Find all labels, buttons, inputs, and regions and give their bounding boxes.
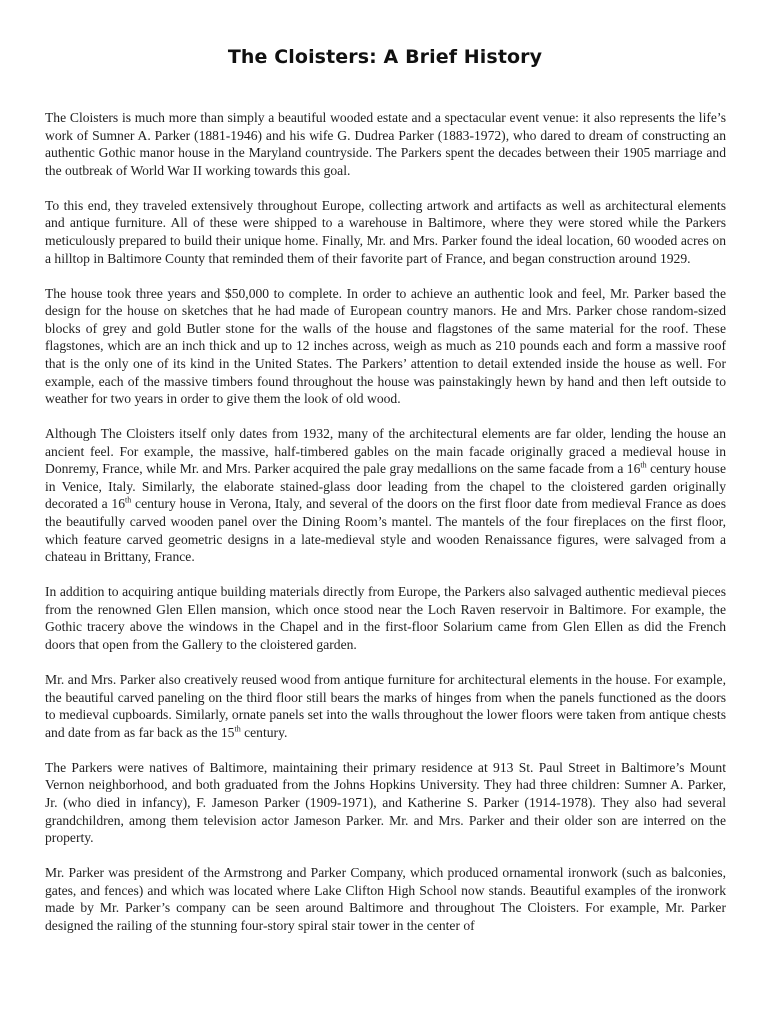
paragraph-text: century house in Venice, Italy. Similarly, the elaborate stained-glass door leading from the chapel to the cloistered garden originally decorated a 16 <box>45 461 726 512</box>
paragraph-text: In addition to acquiring antique building materials directly from Europe, the Parkers also salvaged authentic medieval pieces from the renowned Glen Ellen mansion, which once stood near the Loch Raven reservoir in Baltimore. For example, the Gothic tracery above the windows in the Chapel and in the first-floor Solarium came from Glen Ellen as did the French doors that open from the Gallery to the cloistered garden. <box>45 584 726 652</box>
body-paragraph <box>45 425 726 566</box>
body-paragraph <box>45 197 726 267</box>
ordinal-superscript: th <box>640 460 647 470</box>
paragraph-text: Although The Cloisters itself only dates from 1932, many of the architectural elements are far older, lending the house an ancient feel. For example, the massive, half-timbered gables on the main facade originally graced a medieval house in Donremy, France, while Mr. and Mrs. Parker acquired the pale gray medallions on the same facade from a 16 <box>45 426 726 477</box>
document-body <box>45 109 726 952</box>
paragraph-text: The Parkers were natives of Baltimore, maintaining their primary residence at 913 St. Paul Street in Baltimore’s Mount Vernon neighborhood, and both graduated from the Johns Hopkins University. They had three children: Sumner A. Parker, Jr. (who died in infancy), F. Jameson Parker (1909-1971), and Katherine S. Parker (1914-1978). They also had several grandchildren, among them television actor Jameson Parker. Mr. and Mrs. Parker and their older son are interred on the property. <box>45 759 726 846</box>
paragraph-text: To this end, they traveled extensively throughout Europe, collecting artwork and artifacts as well as architectural elements and antique furniture. All of these were shipped to a warehouse in Baltimore, where they were stored while the Parkers meticulously prepared to build their unique home. Finally, Mr. and Mrs. Parker found the ideal location, 60 wooded acres on a hilltop in Baltimore County that reminded them of their favorite part of France, and began construction around 1929. <box>45 197 726 266</box>
paragraph-text: Mr. and Mrs. Parker also creatively reused wood from antique furniture for architectural elements in the house. For example, the beautiful carved paneling on the third floor still bears the marks of hinges from when the panels functioned as the doors to medieval cupboards. Similarly, ornate panels set into the walls throughout the lower floors were taken from antique chests and date from as far back as the 15 <box>45 671 726 740</box>
paragraph-text: Mr. Parker was president of the Armstrong and Parker Company, which produced ornamental ironwork (such as balconies, gates, and fences) and which was located where Lake Clifton High School now stands. Beautiful examples of the ironwork made by Mr. Parker’s company can be seen around Baltimore and throughout The Cloisters. For example, Mr. Parker designed the railing of the stunning four-story spiral stair tower in the center of <box>45 865 726 933</box>
ordinal-superscript: th <box>234 724 241 734</box>
body-paragraph <box>45 759 726 847</box>
body-paragraph <box>45 285 726 408</box>
body-paragraph <box>45 109 726 179</box>
paragraph-text: century house in Verona, Italy, and several of the doors on the first floor date from medieval France as does the beautifully carved wooden panel over the Dining Room’s mantel. The mantels of the four fireplaces on the first floor, which feature carved geometric designs in a late-medieval style and wooden Renaissance figures, were salvaged from a chateau in Brittany, France. <box>45 496 726 565</box>
ordinal-superscript: th <box>125 495 132 505</box>
body-paragraph <box>45 864 726 934</box>
body-paragraph <box>45 671 726 741</box>
paragraph-text: century. <box>240 724 288 740</box>
body-paragraph <box>45 583 726 653</box>
paragraph-text: The Cloisters is much more than simply a beautiful wooded estate and a spectacular event venue: it also represents the life’s work of Sumner A. Parker (1881-1946) and his wife G. Dudrea Parker (1883-1972), who dared to dream of constructing an authentic Gothic manor house in the Maryland countryside. The Parkers spent the decades between their 1905 marriage and the outbreak of World War II working towards this goal. <box>45 110 726 178</box>
page-title: The Cloisters: A Brief History <box>227 46 543 68</box>
paragraph-text: The house took three years and $50,000 to complete. In order to achieve an authentic look and feel, Mr. Parker based the design for the house on sketches that he had made of European country manors. He and Mrs. Parker chose random-sized blocks of grey and gold Butler stone for the walls of the house and flagstones of the same material for the roof. These flagstones, which are an inch thick and up to 12 inches across, weigh as much as 210 pounds each and form a massive roof that is the only one of its kind in the United States. The Parkers’ attention to detail extended inside the house as well. For example, each of the massive timbers found throughout the house was painstakingly hewn by hand and then left outside to weather for two years in order to give them the look of old wood. <box>45 285 726 407</box>
